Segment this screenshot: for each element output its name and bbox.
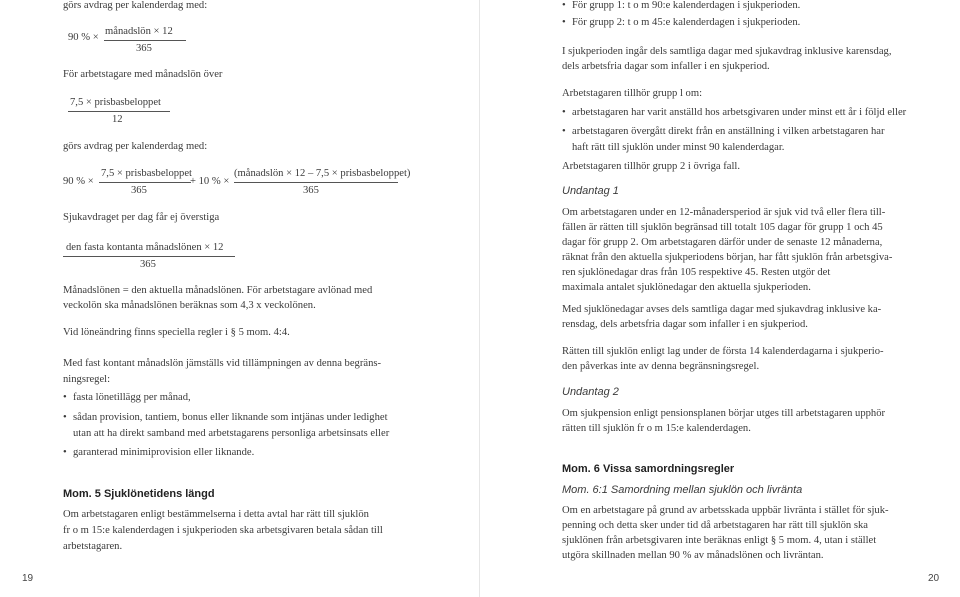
paragraph-line: Rätten till sjuklön enligt lag under de första 14 kalenderdagarna i sjukperio-: [562, 346, 884, 357]
bullet-icon: •: [562, 107, 566, 118]
paragraph-line: Arbetstagaren tillhör grupp 2 i övriga fall.: [562, 161, 740, 172]
list-item-text: arbetstagaren övergått direkt från en anställning i vilken arbetstagaren har: [572, 126, 885, 137]
paragraph-line: Om sjukpension enligt pensionsplanen börjar utges till arbetstagaren upphör: [562, 408, 886, 419]
paragraph-line: penning och detta sker under tid då arbetstagaren har rätt till sjuklön ska: [562, 520, 868, 531]
formula-numerator: (månadslön × 12 – 7,5 × prisbasbeloppet): [234, 168, 411, 179]
text-line: görs avdrag per kalenderdag med:: [63, 141, 208, 152]
formula-denominator: 365: [303, 185, 319, 196]
text-line: Sjukavdraget per dag får ej överstiga: [63, 212, 220, 223]
paragraph-line: utgöra skillnaden mellan 90 % av månadslönen och livräntan.: [562, 550, 824, 561]
paragraph-line: I sjukperioden ingår dels samtliga dagar med sjukavdrag inklusive karensdag,: [562, 46, 892, 57]
formula-denominator: 365: [136, 43, 152, 54]
page-number: 19: [22, 573, 34, 584]
paragraph-line: Om arbetstagaren enligt bestämmelserna i detta avtal har rätt till sjuklön: [63, 509, 369, 520]
list-item: [562, 105, 906, 121]
formula-denominator: 365: [131, 185, 147, 196]
formula-denominator: 365: [140, 259, 156, 270]
paragraph-line: maximala antalet sjuklönedagar den aktuella sjukperioden.: [562, 282, 811, 293]
paragraph-line: Vid löneändring finns speciella regler i § 5 mom. 4:4.: [63, 327, 290, 338]
list-item: [63, 390, 191, 406]
list-item: [562, 124, 885, 140]
paragraph-line: veckolön ska månadslönen beräknas som 4,3 x veckolönen.: [63, 300, 316, 311]
paragraph-line: sjuklönen från arbetsgivaren inte beräknas enligt § 5 mom. 4, utan i stället: [562, 535, 877, 546]
paragraph-line: Med fast kontant månadslön jämställs vid tillämpningen av denna begräns-: [63, 358, 382, 369]
subsection-heading: Mom. 6:1 Samordning mellan sjuklön och livränta: [562, 484, 803, 496]
paragraph-line: Arbetstagaren tillhör grupp l om:: [562, 88, 703, 99]
paragraph-line: räknat från den aktuella sjukperiodens början, har fått sjuklön från arbetsgiva-: [562, 252, 893, 263]
section-heading: Mom. 6 Vissa samordningsregler: [562, 463, 735, 475]
right-page: [480, 0, 960, 597]
bullet-icon: •: [562, 126, 566, 137]
bullet-icon: •: [562, 0, 566, 11]
page-number: 20: [928, 573, 940, 584]
formula-numerator: 7,5 × prisbasbeloppet: [101, 168, 193, 179]
list-item: [562, 15, 800, 31]
paragraph-line: fr o m 15:e kalenderdagen i sjukperioden ska arbetsgivaren betala sådan till: [63, 525, 383, 536]
formula-numerator: 7,5 × prisbasbeloppet: [70, 97, 162, 108]
paragraph-line: arbetstagaren.: [63, 541, 123, 552]
paragraph-line: ningsregel:: [63, 374, 111, 385]
list-item-text: fasta lönetillägg per månad,: [73, 392, 191, 403]
list-item-continuation: haft rätt till sjuklön under minst 90 kalenderdagar.: [572, 142, 785, 153]
paragraph-line: dels arbetsfria dagar som infaller i en sjukperiod.: [562, 61, 770, 72]
section-heading: Undantag 1: [562, 185, 619, 197]
list-item-continuation: utan att ha direkt samband med arbetstagarens personliga arbetsinsats eller: [73, 428, 390, 439]
paragraph-line: Månadslönen = den aktuella månadslönen. För arbetstagare avlönad med: [63, 285, 373, 296]
bullet-icon: •: [562, 17, 566, 28]
list-item: [63, 410, 388, 426]
text-line: görs avdrag per kalenderdag med:: [63, 0, 208, 11]
bullet-icon: •: [63, 412, 67, 423]
formula-prefix: 90 % ×: [68, 32, 99, 43]
paragraph-line: dagar för grupp 2. Om arbetstagaren därför under de senaste 12 månaderna,: [562, 237, 883, 248]
list-item-text: För grupp 2: t o m 45:e kalenderdagen i sjukperioden.: [572, 17, 801, 28]
formula-denominator: 12: [112, 114, 123, 125]
list-item: [63, 445, 254, 461]
formula-numerator: månadslön × 12: [105, 26, 173, 37]
paragraph-line: den påverkas inte av denna begränsningsregel.: [562, 361, 760, 372]
paragraph-line: fällen är rätten till sjuklön begränsad till totalt 105 dagar för grupp 1 och 45: [562, 222, 883, 233]
section-heading: Undantag 2: [562, 386, 619, 398]
paragraph-line: Om arbetstagaren under en 12-månadersperiod är sjuk vid två eller flera till-: [562, 207, 886, 218]
paragraph-line: ren sjuklönedagar dras från 105 respektive 45. Resten utgör det: [562, 267, 831, 278]
formula-operator: + 10 % ×: [190, 176, 230, 187]
section-heading: Mom. 5 Sjuklönetidens längd: [63, 488, 215, 500]
list-item-text: sådan provision, tantiem, bonus eller liknande som intjänas under ledighet: [73, 412, 388, 423]
formula-numerator: den fasta kontanta månadslönen × 12: [66, 242, 224, 253]
paragraph-line: rätten till sjuklön fr o m 15:e kalenderdagen.: [562, 423, 751, 434]
text-line: För arbetstagare med månadslön över: [63, 69, 223, 80]
list-item: [562, 0, 800, 14]
bullet-icon: •: [63, 392, 67, 403]
list-item-text: garanterad minimiprovision eller liknande.: [73, 447, 255, 458]
paragraph-line: Med sjuklönedagar avses dels samtliga dagar med sjukavdrag inklusive ka-: [562, 304, 882, 315]
formula-prefix: 90 % ×: [63, 176, 94, 187]
list-item-text: arbetstagaren har varit anställd hos arbetsgivaren under minst ett år i följd eller: [572, 107, 907, 118]
paragraph-line: Om en arbetstagare på grund av arbetsskada uppbär livränta i stället för sjuk-: [562, 505, 889, 516]
bullet-icon: •: [63, 447, 67, 458]
list-item-text: För grupp 1: t o m 90:e kalenderdagen i sjukperioden.: [572, 0, 801, 11]
paragraph-line: rensdag, dels arbetsfria dagar som infaller i en sjukperiod.: [562, 319, 808, 330]
